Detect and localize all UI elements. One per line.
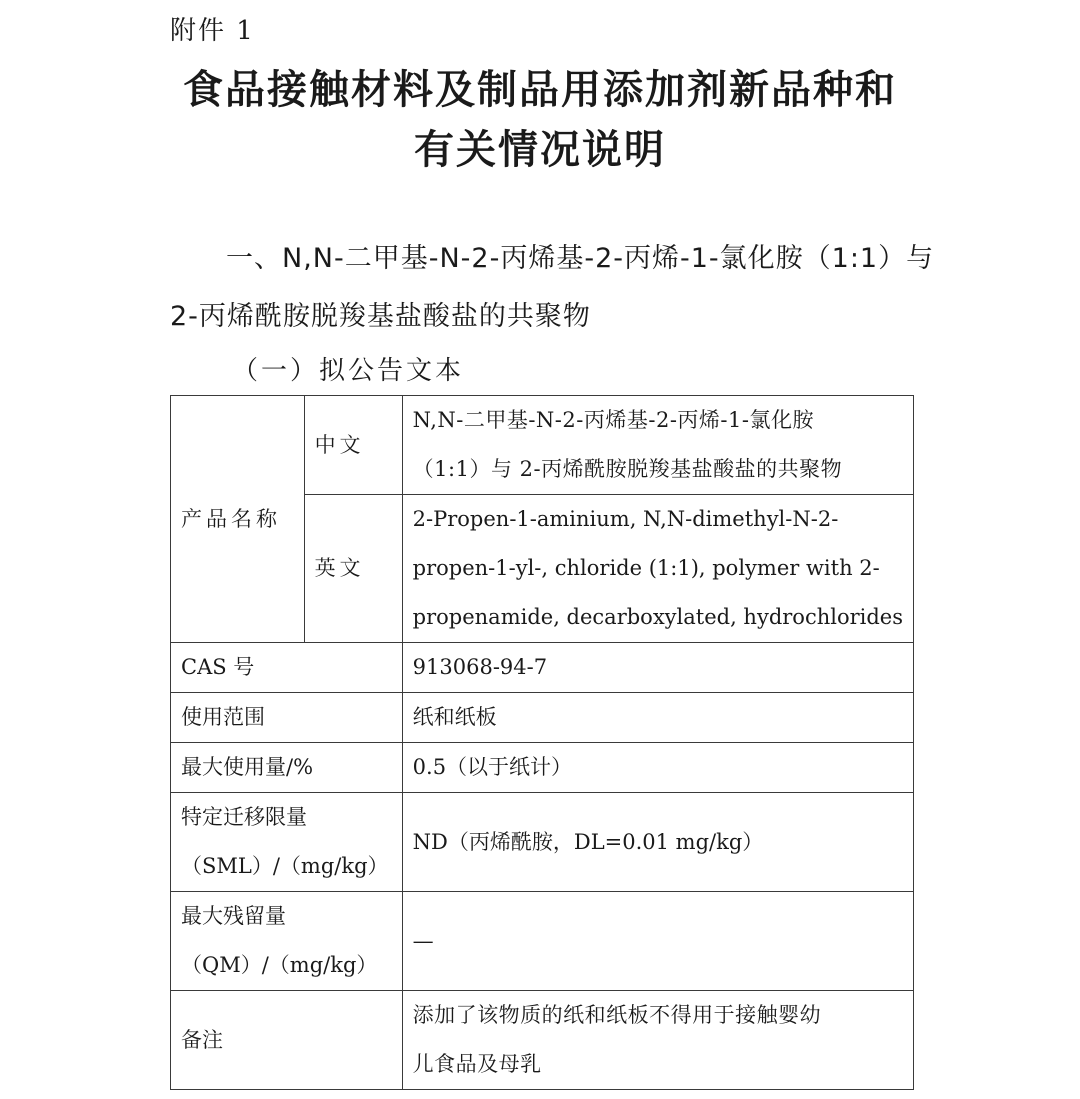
sml-value-cell (402, 793, 913, 892)
scope-label: 使用范围 (181, 705, 265, 729)
product-name-label: 产品名称 (181, 506, 281, 531)
chinese-label: 中文 (314, 432, 365, 457)
remarks-value-cell (402, 991, 913, 1090)
english-name-line-2: propen-1-yl-, chloride (1:1), polymer with 2- (412, 556, 880, 580)
max-use-value: 0.5（以于纸计） (412, 755, 573, 779)
cas-label-cell (171, 643, 403, 693)
qm-value: — (412, 928, 434, 953)
chinese-name-cell (402, 396, 913, 495)
table-row-remarks (171, 991, 914, 1090)
table-row-chinese-name (171, 396, 914, 495)
sml-label-line-1: 特定迁移限量 (181, 805, 307, 829)
section-heading-line-1: 一、N,N-二甲基-N-2-丙烯基-2-丙烯-1-氯化胺（1:1）与 (226, 243, 935, 274)
remarks-line-1: 添加了该物质的纸和纸板不得用于接触婴幼 (412, 1003, 822, 1027)
remarks-line-2: 儿食品及母乳 (412, 1052, 542, 1076)
max-use-label: 最大使用量/% (181, 755, 314, 779)
scope-value: 纸和纸板 (412, 705, 497, 729)
cas-value-cell (402, 643, 913, 693)
sml-label-cell (171, 793, 403, 892)
scope-value-cell (402, 693, 913, 743)
product-name-label-cell (171, 396, 305, 643)
max-use-label-cell (171, 743, 403, 793)
chinese-name-line-2: （1:1）与 2-丙烯酰胺脱羧基盐酸盐的共聚物 (412, 457, 843, 481)
qm-label-cell (171, 892, 403, 991)
qm-label-line-1: 最大残留量 (181, 904, 286, 928)
section-heading-line-2: 2-丙烯酰胺脱羧基盐酸盐的共聚物 (170, 301, 591, 332)
table-row-qm (171, 892, 914, 991)
qm-value-cell (402, 892, 913, 991)
max-use-value-cell (402, 743, 913, 793)
table-row-max-use (171, 743, 914, 793)
english-name-line-1: 2-Propen-1-aminium, N,N-dimethyl-N-2- (412, 507, 839, 531)
announcement-table (170, 395, 914, 1090)
table-row-sml (171, 793, 914, 892)
english-label-cell (304, 495, 402, 643)
english-name-line-3: propenamide, decarboxylated, hydrochlorides (412, 605, 903, 629)
document-title-line-1: 食品接触材料及制品用添加剂新品种和 (183, 67, 897, 113)
scope-label-cell (171, 693, 403, 743)
chinese-name-line-1: N,N-二甲基-N-2-丙烯基-2-丙烯-1-氯化胺 (412, 408, 814, 432)
subsection-heading: （一）拟公告文本 (232, 356, 465, 386)
table-row-scope (171, 693, 914, 743)
chinese-label-cell (304, 396, 402, 495)
table-row-cas (171, 643, 914, 693)
english-label: 英文 (314, 556, 365, 580)
attachment-label: 附件 1 (170, 16, 255, 46)
sml-value: ND（丙烯酰胺，DL=0.01 mg/kg） (412, 829, 764, 854)
cas-value: 913068-94-7 (412, 655, 548, 679)
cas-label: CAS 号 (181, 655, 255, 679)
document-title-line-2: 有关情况说明 (414, 127, 666, 173)
qm-label-line-2: （QM）/（mg/kg） (181, 953, 378, 977)
english-name-cell (402, 495, 913, 643)
remarks-label: 备注 (181, 1027, 223, 1052)
remarks-label-cell (171, 991, 403, 1090)
sml-label-line-2: （SML）/（mg/kg） (181, 854, 389, 878)
